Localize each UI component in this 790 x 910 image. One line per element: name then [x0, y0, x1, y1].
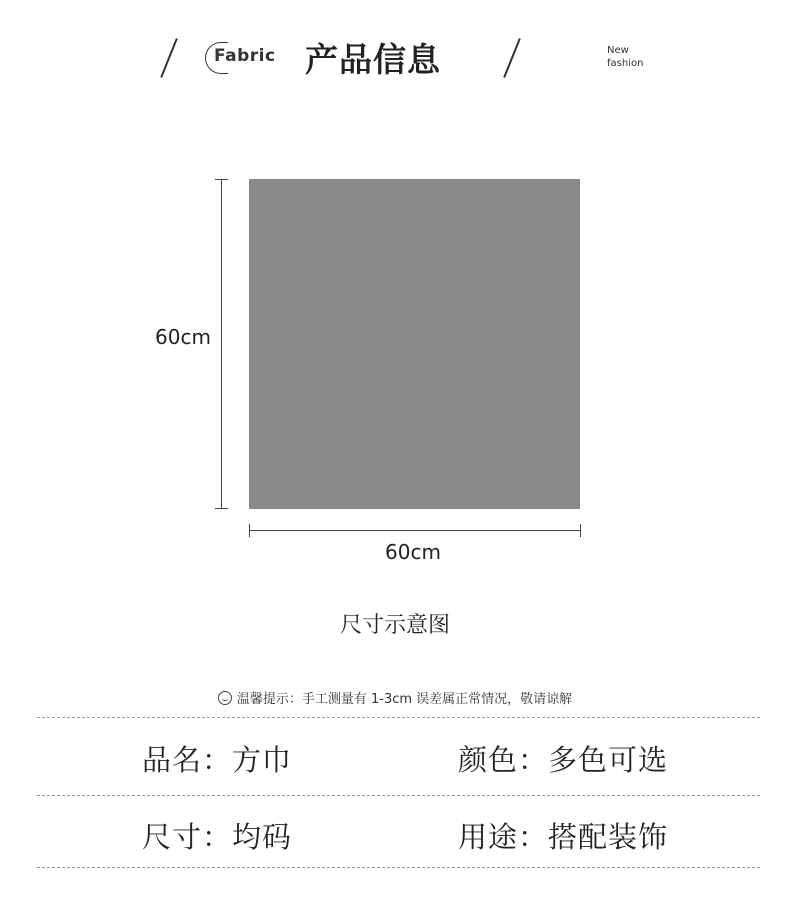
left-slash-divider — [160, 38, 178, 78]
spec-size: 尺寸：均码 — [142, 820, 293, 854]
divider-bottom — [37, 867, 760, 868]
tag-line-1: New — [607, 45, 629, 56]
height-dimension-line — [221, 179, 222, 509]
fabric-badge: Fabric — [214, 46, 276, 66]
width-dimension-cap-right — [580, 524, 581, 537]
notice-text: 温馨提示：手工测量有 1-3cm 误差属正常情况，敬请谅解 — [236, 692, 573, 707]
spec-color: 颜色：多色可选 — [458, 743, 669, 777]
product-swatch — [249, 179, 580, 509]
page-title: 产品信息 — [305, 40, 441, 79]
right-slash-divider — [503, 38, 521, 78]
height-dimension-cap-top — [215, 179, 228, 180]
divider-middle — [37, 795, 760, 796]
divider-top — [37, 717, 760, 718]
diagram-caption: 尺寸示意图 — [339, 613, 450, 638]
new-fashion-tag — [607, 44, 643, 70]
width-dimension-line — [249, 530, 581, 531]
width-dimension-cap-left — [249, 524, 250, 537]
measurement-notice — [0, 688, 790, 707]
smiley-icon — [218, 691, 232, 705]
width-label: 60cm — [385, 540, 441, 564]
spec-name: 品名：方巾 — [142, 743, 293, 777]
height-label: 60cm — [155, 325, 211, 349]
tag-line-2: fashion — [607, 58, 644, 69]
spec-usage: 用途：搭配装饰 — [458, 820, 669, 854]
height-dimension-cap-bottom — [215, 508, 228, 509]
